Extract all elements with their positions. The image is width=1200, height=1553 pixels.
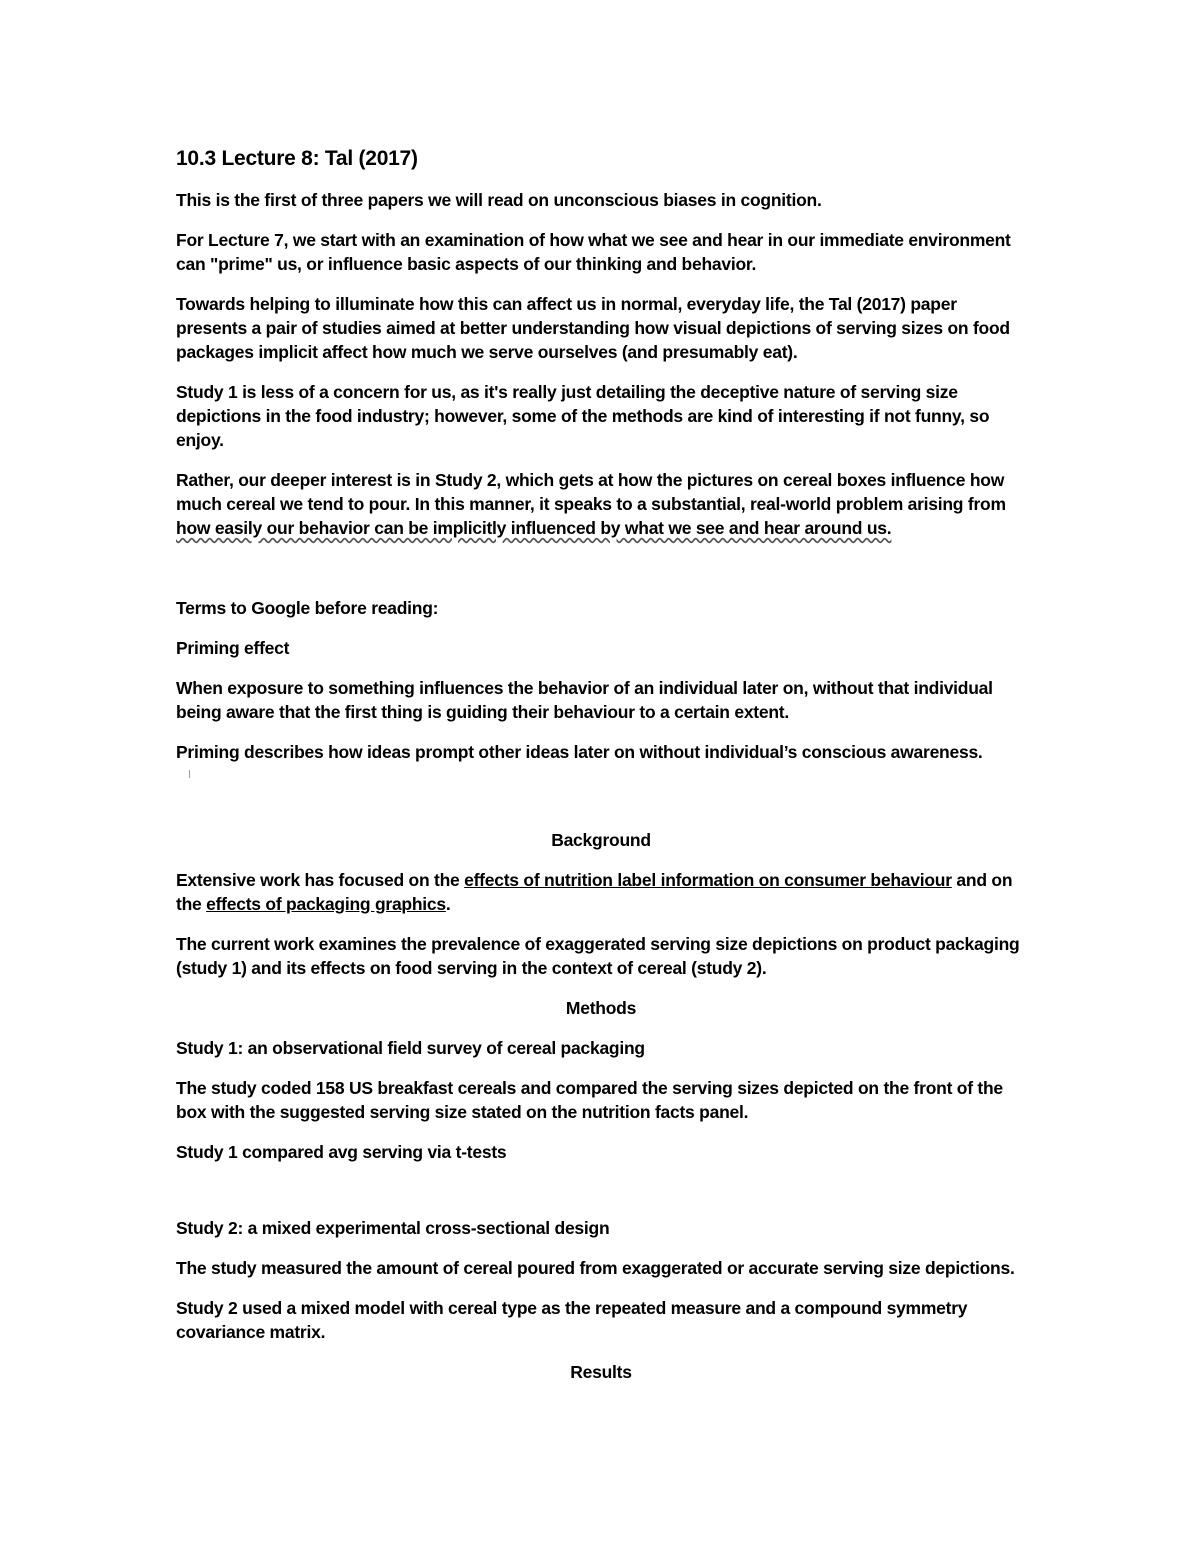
- nutrition-label-link[interactable]: effects of nutrition label information on consumer behaviour: [464, 870, 952, 890]
- intro-paragraph-5-underlined: how easily our behavior can be implicitly influenced by what we see and hear around us.: [176, 518, 892, 538]
- term-priming-effect: Priming effect: [176, 638, 290, 658]
- background-text-c: .: [445, 894, 451, 914]
- results-heading: Results: [570, 1362, 632, 1382]
- intro-paragraph-2: For Lecture 7, we start with an examination of how what we see and hear in our immediate environment can "prime" us, or influence basic aspects of our thinking and behavior.: [176, 230, 1011, 274]
- background-paragraph-2: The current work examines the prevalence of exaggerated serving size depictions on product packaging (study 1) and its effects on food serving in the context of cereal (study 2).: [176, 934, 1020, 978]
- terms-label: Terms to Google before reading:: [176, 598, 439, 618]
- study-2-description: The study measured the amount of cereal poured from exaggerated or accurate serving size depictions.: [176, 1258, 1015, 1278]
- intro-paragraph-4: Study 1 is less of a concern for us, as it's really just detailing the deceptive nature of serving size depictions in the food industry; however, some of the methods are kind of interesting if not funny, so enjoy.: [176, 382, 990, 450]
- study-1-analysis: Study 1 compared avg serving via t-tests: [176, 1142, 507, 1162]
- page-title: 10.3 Lecture 8: Tal (2017): [176, 147, 418, 170]
- spacer: [176, 780, 1026, 828]
- packaging-graphics-link[interactable]: effects of packaging graphics: [206, 894, 446, 914]
- study-1-description: The study coded 158 US breakfast cereals and compared the serving sizes depicted on the front of the box with the suggested serving size stated on the nutrition facts panel.: [176, 1078, 1003, 1122]
- intro-paragraph-5-text: Rather, our deeper interest is in Study 2, which gets at how the pictures on cereal boxes influence how much cereal we tend to pour. In this manner, it speaks to a substantial, real-world problem arising from: [176, 470, 1006, 514]
- document-body: [176, 146, 1026, 1400]
- background-heading: Background: [551, 830, 651, 850]
- cursor-mark: [189, 770, 190, 778]
- spacer: [176, 556, 1026, 596]
- study-1-title: Study 1: an observational field survey of cereal packaging: [176, 1038, 645, 1058]
- background-text-b: and on the: [176, 870, 1013, 914]
- spacer: [176, 1180, 1026, 1216]
- term-definition-2: Priming describes how ideas prompt other ideas later on without individual’s conscious awareness.: [176, 742, 983, 762]
- study-2-title: Study 2: a mixed experimental cross-sectional design: [176, 1218, 610, 1238]
- intro-paragraph-5: [176, 468, 1026, 540]
- term-definition-1: When exposure to something influences the behavior of an individual later on, without that individual being aware that the first thing is guiding their behaviour to a certain extent.: [176, 678, 993, 722]
- background-text-a: Extensive work has focused on the: [176, 870, 465, 890]
- background-paragraph-1: [176, 868, 1026, 916]
- intro-paragraph-1: This is the first of three papers we will read on unconscious biases in cognition.: [176, 190, 822, 210]
- intro-paragraph-3: Towards helping to illuminate how this can affect us in normal, everyday life, the Tal (2017) paper presents a pair of studies aimed at better understanding how visual depictions of serving sizes on food packages implicit affect how much we serve ourselves (and presumably eat).: [176, 294, 1010, 362]
- study-2-analysis: Study 2 used a mixed model with cereal type as the repeated measure and a compound symmetry covariance matrix.: [176, 1298, 968, 1342]
- methods-heading: Methods: [565, 998, 637, 1018]
